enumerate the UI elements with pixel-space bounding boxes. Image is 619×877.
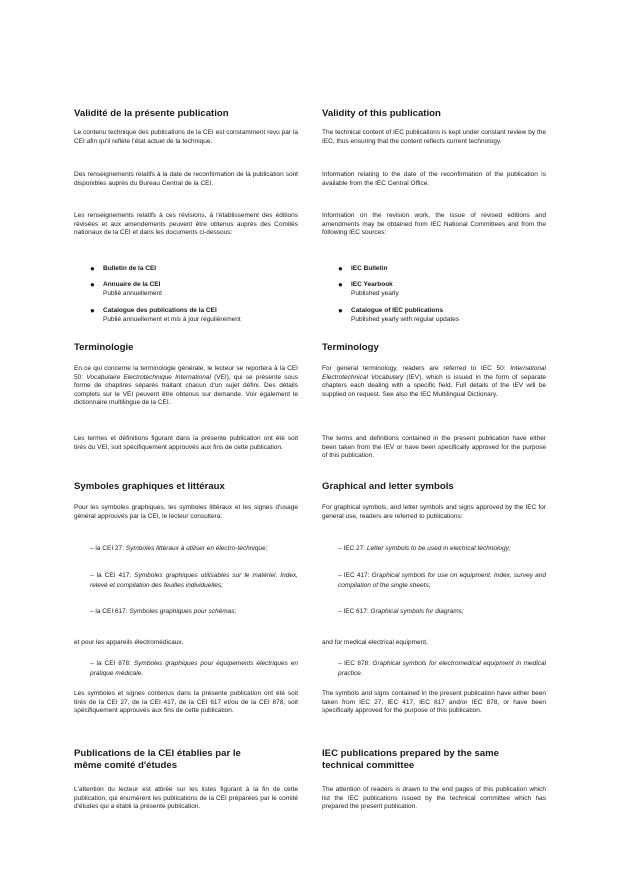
- committee-paragraph: The attention of readers is drawn to the end pages of this publication which list the IEC publications issued by the technical committee which has prepared the present publication.: [322, 786, 546, 811]
- terminology-heading: Terminology: [322, 342, 379, 353]
- committee-paragraph: L'attention du lecteur est attirée sur les listes figurant à la fin de cette publication, qui énumèrent les publications de la CEI préparées par le comité d'études qui a établi la présente publication.: [74, 786, 298, 811]
- reference-item: – IEC 27: Letter symbols to be used in electrical technology;: [338, 545, 511, 552]
- symbols-paragraph-1: Pour les symboles graphiques, les symboles littéraux et les signes d'usage général approuvés par la CEI, le lecteur consultera:: [74, 504, 298, 520]
- validity-heading: Validity of this publication: [322, 108, 441, 119]
- symbols-paragraph-1: For graphical symbols, and letter symbols and signs approved by the IEC for general use, readers are referred to publications:: [322, 504, 546, 520]
- reference-item: – la CEI 27: Symboles littéraux à utiliser en électro-technique;: [90, 545, 268, 552]
- bullet-icon: ●: [90, 306, 95, 315]
- reference-item: – IEC 417: Graphical symbols for use on equipment. Index, survey and compilation of the single sheets;: [338, 572, 546, 589]
- validity-paragraph-1: Le contenu technique des publications de la CEI est constamment revu par la CEI afin qu'il reflète l'état actuel de la technique.: [74, 129, 298, 145]
- reference-item: – IEC 878: Graphical symbols for electromedical equipment in medical practice.: [338, 660, 546, 677]
- validity-heading: Validité de la présente publication: [74, 108, 229, 119]
- reference-item: – la CEI 878: Symboles graphiques pour équipements électriques en pratique médicale.: [90, 660, 298, 677]
- bullet-icon: ●: [338, 280, 343, 289]
- reference-item: – la CEI 617: Symboles graphiques pour schémas;: [90, 608, 237, 615]
- committee-heading: Publications de la CEI établies par le même comité d'études: [74, 748, 241, 771]
- validity-paragraph-2: Information relating to the date of the reconfirmation of the publication is available from the IEC Central Office.: [322, 171, 546, 187]
- bullet-title: IEC Bulletin: [351, 265, 388, 272]
- terminology-paragraph-1: En ce qui concerne la terminologie générale, le lecteur se reportera à la CEI 50: Vocabulaire Electrotechnique International (VEI), qui se présente sous forme de chapitres séparés traitant chacun d'un sujet défini. Des détails complets sur le VEI peuvent être obtenus sur demande. Voir également le dictionnaire multilingue de la CEI.: [74, 365, 298, 407]
- symbols-heading: Symboles graphiques et littéraux: [74, 481, 225, 492]
- symbols-paragraph-2: The symbols and signs contained in the present publication have either been taken from IEC 27, IEC 417, IEC 617 and/or IEC 878, or have been specifically approved for the purpose of this publication.: [322, 690, 546, 715]
- medical-intro: et pour les appareils électromédicaux,: [74, 639, 184, 646]
- bullet-title: Catalogue des publications de la CEI: [103, 307, 217, 314]
- bullet-subtitle: Publié annuellement: [103, 289, 162, 297]
- bullet-title: Catalogue of IEC publications: [351, 307, 444, 314]
- reference-item: – la CEI 417: Symboles graphiques utilisables sur le matériel. Index, relevé et compilation des feuilles individuelles;: [90, 572, 298, 589]
- terminology-paragraph-2: The terms and definitions contained in the present publication have either been taken from the IEV or have been specifically approved for the purpose of this publication.: [322, 435, 546, 460]
- reference-item: – IEC 617: Graphical symbols for diagrams;: [338, 608, 464, 615]
- bullet-icon: ●: [90, 264, 95, 273]
- medical-intro: and for medical electrical equipment,: [322, 639, 428, 646]
- bullet-icon: ●: [338, 264, 343, 273]
- validity-paragraph-2: Des renseignements relatifs à la date de reconfirmation de la publication sont disponibles auprès du Bureau Central de la CEI.: [74, 171, 298, 187]
- terminology-heading: Terminologie: [74, 342, 134, 353]
- bullet-title: IEC Yearbook: [351, 281, 393, 288]
- terminology-paragraph-2: Les termes et définitions figurant dans la présente publication ont été soit tirés du VEI, soit spécifiquement approuvés aux fins de cette publication.: [74, 435, 298, 451]
- terminology-paragraph-1: For general terminology, readers are referred to IEC 50: International Electrotechnical Vocabulary (IEV), which is issued in the form of separate chapters each dealing with a specific field. Full details of the IEV will be supplied on request. See also the IEC Multilingual Dictionary.: [322, 365, 546, 398]
- bullet-icon: ●: [338, 306, 343, 315]
- symbols-paragraph-2: Les symboles et signes contenus dans la présente publication ont été soit tirés de la CEI 27, de la CEI 417, de la CEI 617 et/ou de la CEI 878, soit spécifiquement approuvés aux fins de cette publication.: [74, 690, 298, 715]
- validity-paragraph-3: Information on the revision work, the issue of revised editions and amendments may be obtained from IEC National Committees and from the following IEC sources:: [322, 212, 546, 237]
- bullet-subtitle: Published yearly: [351, 289, 399, 297]
- committee-heading: IEC publications prepared by the same technical committee: [322, 748, 499, 771]
- validity-paragraph-1: The technical content of IEC publications is kept under constant review by the IEC, thus ensuring that the content reflects current technology.: [322, 129, 546, 145]
- validity-paragraph-3: Les renseignements relatifs à ces révisions, à l'établissement des éditions révisées et aux amendements peuvent être obtenus auprès des Comités nationaux de la CEI et dans les documents ci-dessous:: [74, 212, 298, 237]
- bullet-icon: ●: [90, 280, 95, 289]
- bullet-subtitle: Published yearly with regular updates: [351, 315, 460, 323]
- bullet-title: Annuaire de la CEI: [103, 281, 161, 288]
- bullet-subtitle: Publié annuellement et mis à jour régulièrement: [103, 315, 241, 323]
- bullet-title: Bulletin de la CEI: [103, 265, 157, 272]
- symbols-heading: Graphical and letter symbols: [322, 481, 454, 492]
